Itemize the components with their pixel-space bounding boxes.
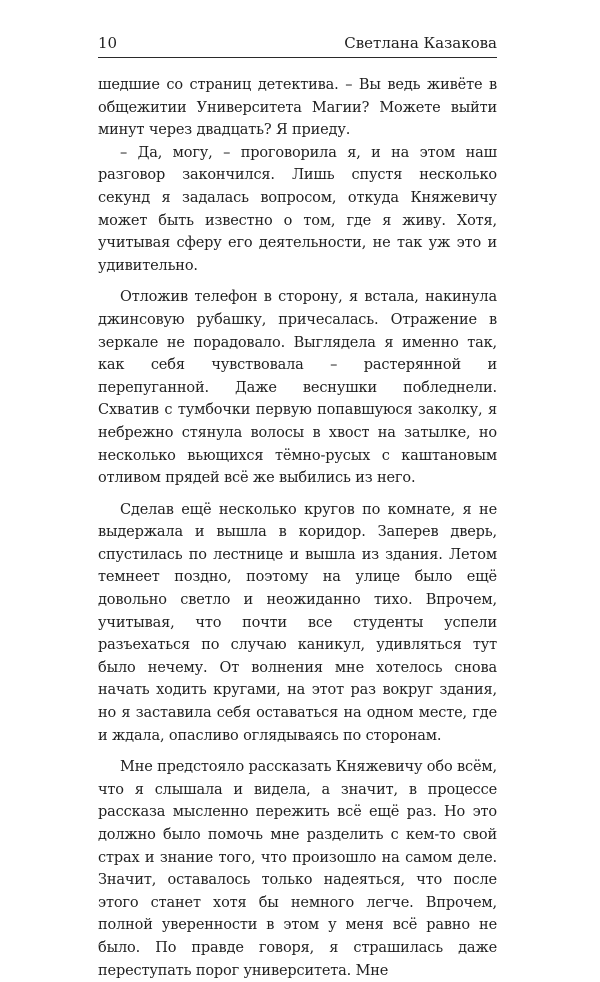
paragraph: Мне предстояло рассказать Княжевичу обо всём, что я слышала и видела, а значит, в процессе рассказа мысленно пережить всё ещё раз. Но это должно было помочь мне разделить с кем-то свой страх и знание того, что произошло на самом деле. Значит, оставалось только надеяться, что после этого станет хотя бы немного легче. Впрочем, полной уверенности в этом у меня всё равно не было. По правде говоря, я страшилась даже переступать порог университета. Мне [98,759,497,979]
paragraph: – Да, могу, – проговорила я, и на этом наш разговор закончился. Лишь спустя несколько секунд я задалась вопросом, откуда Княжевичу может быть известно о том, где я живу. Хотя, учитывая сферу его деятельности, не так уж это и удивительно. [98,144,497,274]
paragraph: Отложив телефон в сторону, я встала, накинула джинсовую рубашку, причесалась. Отражение в зеркале не порадовало. Выглядела я именно так, как себя чувствовала – растерянной и перепуганной. Даже веснушки побледнели. Схватив с тумбочки первую попавшуюся заколку, я небрежно стянула волосы в хвост на затылке, но несколько вьющихся тёмно-русых с каштановым отливом прядей всё же выбились из него. [98,289,497,487]
running-header [98,34,497,58]
book-page [98,34,497,982]
paragraph: Сделав ещё несколько кругов по комнате, я не выдержала и вышла в коридор. Заперев дверь, спустилась по лестнице и вышла из здания. Летом темнеет поздно, поэтому на улице было ещё довольно светло и неожиданно тихо. Впрочем, учитывая, что почти все студенты успели разъехаться по случаю каникул, удивляться тут было нечему. От волнения мне хотелось снова начать ходить кругами, на этот раз вокруг здания, но я заставила себя оставаться на одном месте, где и ждала, опасливо оглядываясь по сторонам. [98,501,497,744]
author-name: Светлана Казакова [344,34,497,52]
paragraph: шедшие со страниц детектива. – Вы ведь живёте в общежитии Университета Магии? Можете выйти минут через двадцать? Я приеду. [98,77,497,139]
page-number: 10 [98,34,118,52]
body-text [98,74,497,982]
